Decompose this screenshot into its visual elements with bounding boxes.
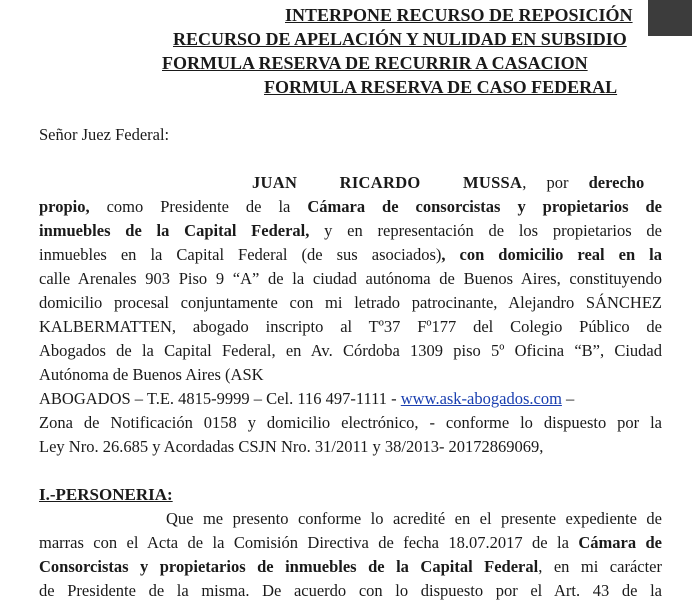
p2-line-3-a: Consorcistas y propietarios de inmuebles de la Capital Federal: [39, 557, 539, 576]
p1-line-12: Ley Nro. 26.685 y Acordadas CSJN Nro. 31/2011 y 38/2013- 20172869069,: [39, 437, 544, 456]
p1-propio: propio,: [39, 197, 90, 216]
p1-capital-federal: inmuebles de la Capital Federal,: [39, 221, 310, 240]
p1-line-1: [252, 172, 662, 194]
p2-line-3: [39, 556, 662, 578]
p1-por: , por: [522, 173, 589, 192]
heading-apelacion: RECURSO DE APELACIÓN Y NULIDAD EN SUBSIDIO: [173, 29, 627, 49]
p1-line-6: domicilio procesal conjuntamente con mi letrado patrocinante, Alejandro SÁNCHEZ: [39, 293, 662, 312]
p1-line-5: calle Arenales 903 Piso 9 “A” de la ciudad autónoma de Buenos Aires, constituyendo: [39, 269, 662, 288]
p1-line-10-b: –: [561, 389, 575, 408]
p2-line-2: [39, 532, 662, 554]
p1-como: como Presidente de la: [89, 197, 308, 216]
p1-derecho: derecho: [588, 173, 645, 192]
p1-line-10-a: ABOGADOS – T.E. 4815-9999 – Cel. 116 497-1111 -: [39, 389, 401, 408]
p1-line-3: [39, 220, 662, 242]
p1-camara: Cámara de consorcistas y propietarios de: [307, 197, 662, 216]
p1-line-8: Abogados de la Capital Federal, en Av. Córdoba 1309 piso 5º Oficina “B”, Ciudad: [39, 341, 662, 360]
p1-line-4-a: inmuebles en la Capital Federal (de sus asociados): [39, 245, 442, 264]
p1-line-2: [39, 196, 662, 218]
p2-line-3-b: , en mi carácter: [538, 557, 662, 576]
p1-line-3-rest: y en representación de los propietarios de: [309, 221, 662, 240]
p2-line-1: Que me presento conforme lo acredité en el presente expediente de: [166, 509, 662, 528]
salutation: Señor Juez Federal:: [39, 125, 170, 144]
p1-line-9: Autónoma de Buenos Aires (ASK: [39, 365, 264, 384]
p1-line-4: [39, 244, 662, 266]
heading-reposicion: INTERPONE RECURSO DE REPOSICIÓN: [285, 5, 633, 25]
p2-line-2-a: marras con el Acta de la Comisión Directiva de fecha 18.07.2017 de la: [39, 533, 579, 552]
p1-line-10: [39, 388, 662, 410]
party-name: JUAN RICARDO MUSSA: [252, 173, 523, 192]
p1-line-4-b: , con domicilio real en la: [441, 245, 662, 264]
p2-line-4: de Presidente de la misma. De acuerdo con lo dispuesto por el Art. 43 de la: [39, 581, 662, 600]
heading-casacion: FORMULA RESERVA DE RECURRIR A CASACION: [162, 53, 588, 73]
section-title-personeria: I.-PERSONERIA:: [39, 485, 173, 504]
p2-line-2-b: Cámara de: [578, 533, 662, 552]
corner-overlay: [648, 0, 692, 36]
p1-line-11: Zona de Notificación 0158 y domicilio electrónico, - conforme lo dispuesto por la: [39, 413, 662, 432]
heading-caso-federal: FORMULA RESERVA DE CASO FEDERAL: [264, 77, 618, 97]
p1-line-7: KALBERMATTEN, abogado inscripto al Tº37 Fº177 del Colegio Público de: [39, 317, 662, 336]
website-link[interactable]: www.ask-abogados.com: [400, 389, 562, 408]
